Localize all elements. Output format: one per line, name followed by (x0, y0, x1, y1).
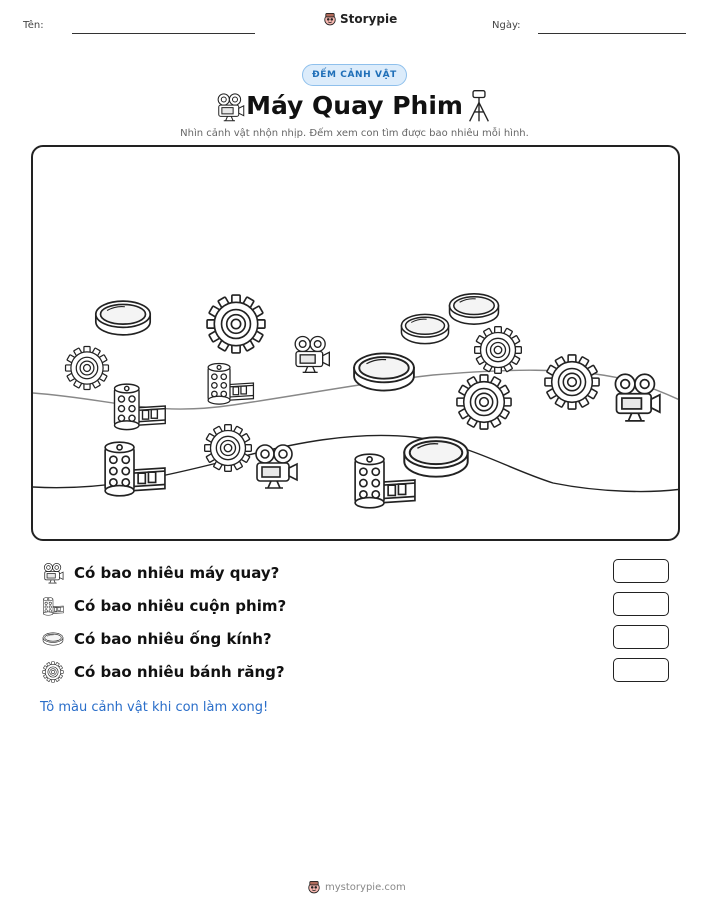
gear-icon (543, 353, 601, 411)
instructions: Nhìn cảnh vật nhộn nhịp. Đếm xem con tìm được bao nhiêu mỗi hình. (180, 128, 529, 139)
question-row (42, 626, 272, 652)
coloring-note: Tô màu cảnh vật khi con làm xong! (40, 700, 269, 715)
question-text: Có bao nhiêu máy quay? (74, 564, 280, 582)
mascot-icon (307, 880, 321, 894)
lens-icon (399, 309, 451, 349)
date-label: Ngày: (492, 20, 521, 31)
lens-icon (401, 431, 471, 483)
lens-icon (447, 289, 501, 329)
movie-camera-icon (609, 371, 663, 423)
category-badge: ĐẾM CẢNH VẬT (302, 64, 407, 86)
movie-camera-icon (291, 333, 331, 375)
footer-brand (307, 880, 406, 894)
question-text: Có bao nhiêu ống kính? (74, 630, 272, 648)
name-label: Tên: (23, 20, 44, 31)
lens-icon (93, 297, 153, 339)
question-text: Có bao nhiêu cuộn phim? (74, 597, 287, 615)
movie-camera-icon (42, 562, 64, 584)
movie-camera-icon (251, 441, 299, 491)
answer-box-lenses[interactable] (613, 625, 669, 649)
answer-box-reels[interactable] (613, 592, 669, 616)
film-reel-icon (111, 381, 167, 431)
question-row (42, 560, 279, 586)
lens-icon (42, 628, 64, 650)
name-line[interactable] (72, 33, 255, 34)
gear-icon (42, 661, 64, 683)
question-text: Có bao nhiêu bánh răng? (74, 663, 285, 681)
gear-icon (205, 293, 267, 355)
lens-icon (351, 347, 417, 397)
counting-scene (31, 145, 680, 541)
gear-icon (64, 345, 110, 391)
gear-icon (455, 373, 513, 431)
brand-logo (323, 12, 397, 26)
question-row (42, 659, 285, 685)
brand-name: Storypie (340, 12, 398, 26)
mascot-icon (323, 12, 337, 26)
question-row (42, 593, 286, 619)
footer-site: mystorypie.com (325, 881, 406, 893)
tripod-icon (466, 89, 492, 123)
film-reel-icon (42, 595, 64, 617)
page-title: Máy Quay Phim (246, 91, 463, 120)
answer-box-cameras[interactable] (613, 559, 669, 583)
film-reel-icon (101, 439, 167, 497)
gear-icon (203, 423, 253, 473)
date-line[interactable] (538, 33, 686, 34)
answer-box-gears[interactable] (613, 658, 669, 682)
film-reel-icon (205, 361, 255, 405)
gear-icon (473, 325, 523, 375)
